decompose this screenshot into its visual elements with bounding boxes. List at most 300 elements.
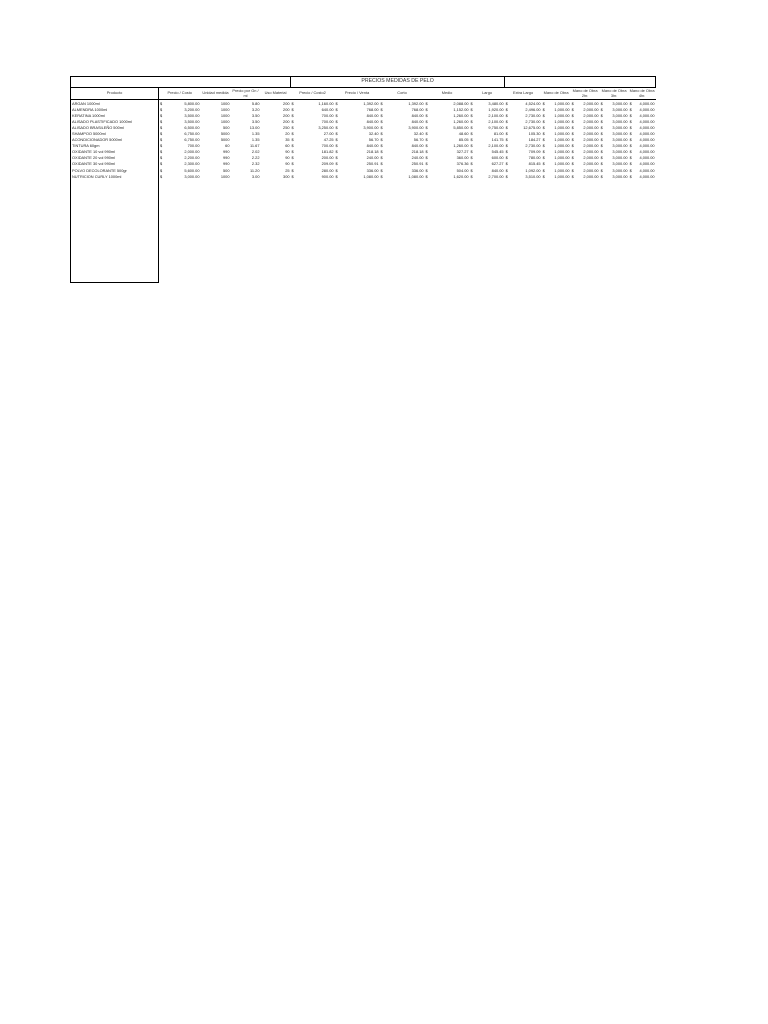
header-unidad-medida: Unidad medida: [201, 88, 231, 100]
currency-symbol: $: [542, 124, 545, 130]
cell-value: 768.00: [411, 106, 424, 112]
cell-value: 3,000.00: [612, 100, 628, 106]
title-left-cell: [71, 77, 291, 88]
cell-value: 6,750.00: [184, 130, 200, 136]
cell-value: 4,000.00: [639, 100, 655, 106]
cell-medio: [425, 100, 470, 107]
currency-symbol: $: [600, 149, 603, 155]
currency-symbol: $: [600, 173, 603, 179]
currency-symbol: $: [505, 149, 508, 155]
cell-uso-material: 60: [285, 143, 290, 149]
cell-value: 1,392.00: [363, 100, 379, 106]
cell-value: 780.00: [528, 155, 541, 161]
cell-value: 1,000.00: [554, 124, 570, 130]
currency-symbol: $: [470, 161, 473, 167]
cell-mano-obra-2: [571, 100, 600, 107]
currency-symbol: $: [600, 130, 603, 136]
currency-symbol: $: [571, 143, 574, 149]
currency-symbol: $: [425, 118, 428, 124]
cell-value: 12,675.00: [523, 124, 541, 130]
currency-symbol: $: [425, 124, 428, 130]
cell-producto: OXIDANTE 30 vol 990ml: [71, 161, 159, 167]
cell-value: 4,000.00: [639, 167, 655, 173]
cell-value: 1,000.00: [554, 100, 570, 106]
header-mano-obra-3: Mano de Obra 3hr.: [600, 88, 629, 100]
cell-value: 3,000.00: [612, 149, 628, 155]
currency-symbol: $: [380, 106, 383, 112]
cell-value: 2,200.00: [184, 155, 200, 161]
header-corto: Corto: [380, 88, 425, 100]
currency-symbol: $: [629, 118, 632, 124]
cell-value: 2,100.00: [488, 118, 504, 124]
cell-value: 9,750.00: [488, 124, 504, 130]
currency-symbol: $: [629, 149, 632, 155]
currency-symbol: $: [571, 106, 574, 112]
currency-symbol: $: [425, 106, 428, 112]
cell-value: 3,000.00: [612, 106, 628, 112]
header-precio-gr-ml: Precio por Gn / ml: [232, 88, 259, 98]
cell-unidad-medida: 990: [223, 149, 230, 155]
cell-unidad-medida: 5000: [220, 130, 230, 136]
cell-value: 1,000.00: [554, 161, 570, 167]
cell-value: 240.00: [366, 155, 379, 161]
cell-value: 4,000.00: [639, 118, 655, 124]
cell-value: 700.00: [321, 112, 334, 118]
cell-value: 2,100.00: [488, 112, 504, 118]
currency-symbol: $: [380, 161, 383, 167]
currency-symbol: $: [335, 118, 338, 124]
cell-value: 2,000.00: [583, 167, 599, 173]
currency-symbol: $: [291, 173, 294, 179]
cell-value: 250.91: [411, 161, 424, 167]
currency-symbol: $: [335, 130, 338, 136]
cell-value: 1,000.00: [554, 143, 570, 149]
currency-symbol: $: [335, 173, 338, 179]
currency-symbol: $: [160, 149, 163, 155]
cell-value: 1,000.00: [554, 130, 570, 136]
cell-value: 3,900.00: [408, 124, 424, 130]
cell-value: 1,000.00: [554, 167, 570, 173]
cell-producto: TINTURA 60gm: [71, 143, 159, 149]
cell-value: 1,152.00: [453, 106, 469, 112]
currency-symbol: $: [291, 124, 294, 130]
cell-value: 3,200.00: [184, 106, 200, 112]
cell-uso-material: 90: [285, 155, 290, 161]
currency-symbol: $: [291, 155, 294, 161]
cell-value: 4,000.00: [639, 124, 655, 130]
currency-symbol: $: [505, 137, 508, 143]
cell-value: 250.91: [366, 161, 379, 167]
cell-value: 4,000.00: [639, 137, 655, 143]
currency-symbol: $: [291, 106, 294, 112]
cell-value: 6,750.00: [184, 137, 200, 143]
cell-value: 4,000.00: [639, 106, 655, 112]
cell-corto: [380, 100, 425, 107]
currency-symbol: $: [335, 106, 338, 112]
currency-symbol: $: [425, 100, 428, 106]
currency-symbol: $: [505, 155, 508, 161]
cell-value: 3,000.00: [612, 130, 628, 136]
price-sheet: [70, 76, 655, 283]
currency-symbol: $: [335, 161, 338, 167]
cell-value: 27.00: [323, 130, 334, 136]
cell-value: 105.30: [528, 130, 541, 136]
cell-unidad-medida: 1000: [220, 100, 230, 106]
cell-value: 2,000.00: [583, 161, 599, 167]
currency-symbol: $: [600, 118, 603, 124]
cell-precio-costo2: [291, 100, 335, 107]
currency-symbol: $: [629, 161, 632, 167]
cell-value: 200.00: [321, 155, 334, 161]
currency-symbol: $: [571, 161, 574, 167]
empty-cell: [470, 179, 505, 283]
cell-value: 1,000.00: [554, 112, 570, 118]
cell-value: 3,510.00: [525, 173, 541, 179]
currency-symbol: $: [160, 124, 163, 130]
currency-symbol: $: [425, 161, 428, 167]
currency-symbol: $: [629, 112, 632, 118]
currency-symbol: $: [505, 106, 508, 112]
currency-symbol: $: [160, 130, 163, 136]
cell-value: 47.25: [323, 137, 334, 143]
cell-value: 1,092.00: [525, 167, 541, 173]
currency-symbol: $: [505, 167, 508, 173]
cell-mano-obra: [542, 100, 571, 107]
currency-symbol: $: [629, 155, 632, 161]
cell-value: 5,800.00: [184, 100, 200, 106]
currency-symbol: $: [505, 124, 508, 130]
cell-value: 218.18: [366, 149, 379, 155]
cell-value: 5,600.00: [184, 167, 200, 173]
cell-precio-gr-ml: 13.00: [249, 124, 260, 130]
currency-symbol: $: [470, 112, 473, 118]
cell-value: 4,000.00: [639, 112, 655, 118]
currency-symbol: $: [600, 161, 603, 167]
cell-value: 141.75: [491, 137, 504, 143]
currency-symbol: $: [425, 130, 428, 136]
cell-value: 840.00: [411, 118, 424, 124]
cell-producto: OXIDANTE 20 vol 990ml: [71, 155, 159, 161]
cell-value: 600.00: [491, 155, 504, 161]
cell-largo: [470, 100, 505, 107]
cell-precio-gr-ml: 1.35: [251, 137, 260, 143]
cell-uso-material: 200: [283, 118, 290, 124]
cell-value: 3,000.00: [184, 173, 200, 179]
cell-precio-gr-ml: 5.80: [251, 100, 260, 106]
cell-precio-costo: [159, 100, 201, 107]
cell-value: 3,480.00: [488, 100, 504, 106]
currency-symbol: $: [600, 100, 603, 106]
cell-value: 3,000.00: [612, 112, 628, 118]
currency-symbol: $: [600, 112, 603, 118]
cell-value: 1,260.00: [453, 118, 469, 124]
cell-value: 2,088.00: [453, 100, 469, 106]
cell-value: 2,730.00: [525, 143, 541, 149]
currency-symbol: $: [600, 124, 603, 130]
header-precio-costo2: Precio / Costo2: [291, 88, 335, 100]
cell-value: 709.09: [528, 149, 541, 155]
cell-value: 545.45: [491, 149, 504, 155]
currency-symbol: $: [571, 137, 574, 143]
cell-value: 768.00: [366, 106, 379, 112]
cell-value: 81.00: [493, 130, 504, 136]
cell-value: 840.00: [366, 143, 379, 149]
currency-symbol: $: [470, 118, 473, 124]
currency-symbol: $: [335, 149, 338, 155]
cell-value: 327.27: [456, 149, 469, 155]
cell-value: 240.00: [411, 155, 424, 161]
currency-symbol: $: [425, 155, 428, 161]
cell-value: 840.00: [411, 143, 424, 149]
cell-unidad-medida: 990: [223, 161, 230, 167]
empty-cell: [571, 179, 600, 283]
currency-symbol: $: [542, 130, 545, 136]
cell-unidad-medida: 1000: [220, 106, 230, 112]
cell-precio-gr-ml: 11.20: [250, 167, 260, 173]
currency-symbol: $: [380, 155, 383, 161]
cell-value: 4,000.00: [639, 161, 655, 167]
header-producto: Producto: [71, 88, 159, 100]
empty-cell: [629, 179, 656, 283]
currency-symbol: $: [160, 143, 163, 149]
cell-value: 56.70: [368, 137, 379, 143]
currency-symbol: $: [160, 137, 163, 143]
currency-symbol: $: [160, 173, 163, 179]
currency-symbol: $: [425, 167, 428, 173]
cell-precio-gr-ml: 3.50: [251, 118, 260, 124]
currency-symbol: $: [542, 167, 545, 173]
cell-uso-material: 90: [285, 161, 290, 167]
cell-value: 32.40: [368, 130, 379, 136]
currency-symbol: $: [542, 106, 545, 112]
currency-symbol: $: [600, 155, 603, 161]
currency-symbol: $: [425, 173, 428, 179]
cell-uso-material: 25: [285, 167, 290, 173]
cell-value: 209.09: [321, 161, 334, 167]
currency-symbol: $: [571, 167, 574, 173]
cell-value: 840.00: [366, 112, 379, 118]
currency-symbol: $: [629, 100, 632, 106]
cell-producto: ALMENDRA 1000ml: [71, 106, 159, 112]
currency-symbol: $: [425, 143, 428, 149]
cell-value: 840.00: [491, 167, 504, 173]
cell-value: 1,392.00: [408, 100, 424, 106]
cell-producto: ACONDICIONADOR 5000ml: [71, 137, 159, 143]
cell-value: 5,850.00: [453, 124, 469, 130]
cell-value: 3,000.00: [612, 155, 628, 161]
currency-symbol: $: [380, 173, 383, 179]
cell-value: 2,300.00: [184, 161, 200, 167]
cell-value: 4,000.00: [639, 130, 655, 136]
currency-symbol: $: [160, 167, 163, 173]
header-precio-costo: Precio / Costo: [159, 88, 201, 100]
cell-value: 1,000.00: [554, 173, 570, 179]
currency-symbol: $: [291, 130, 294, 136]
empty-product-area: [71, 179, 159, 283]
cell-producto: OXIDANTE 10 vol 990ml: [71, 149, 159, 155]
cell-value: 6,500.00: [184, 124, 200, 130]
price-table: [70, 76, 656, 283]
currency-symbol: $: [470, 100, 473, 106]
cell-value: 1,260.00: [453, 143, 469, 149]
currency-symbol: $: [542, 112, 545, 118]
cell-value: 4,000.00: [639, 173, 655, 179]
currency-symbol: $: [335, 124, 338, 130]
cell-mano-obra-4: [629, 100, 656, 107]
cell-value: 2,000.00: [583, 149, 599, 155]
currency-symbol: $: [600, 143, 603, 149]
cell-value: 3,500.00: [184, 118, 200, 124]
cell-value: 3,000.00: [612, 167, 628, 173]
cell-value: 1,920.00: [488, 106, 504, 112]
header-precio-venta: Precio / Venta: [335, 88, 380, 100]
cell-producto: SHAMPOO 5000ml: [71, 130, 159, 136]
currency-symbol: $: [505, 173, 508, 179]
header-mano-obra-2: Mano de Obra 2hr.: [571, 88, 600, 100]
empty-row: [71, 179, 656, 283]
cell-value: 1,000.00: [554, 155, 570, 161]
currency-symbol: $: [571, 118, 574, 124]
cell-value: 840.00: [411, 112, 424, 118]
cell-value: 2,730.00: [525, 118, 541, 124]
currency-symbol: $: [629, 167, 632, 173]
currency-symbol: $: [291, 100, 294, 106]
cell-value: 2,000.00: [583, 112, 599, 118]
currency-symbol: $: [470, 124, 473, 130]
cell-value: 2,000.00: [583, 106, 599, 112]
cell-value: 280.00: [321, 167, 334, 173]
cell-producto: ALISADO PLASTIFICADO 1000ml: [71, 118, 159, 124]
currency-symbol: $: [505, 130, 508, 136]
empty-cell: [261, 179, 291, 283]
currency-symbol: $: [600, 106, 603, 112]
cell-value: 3,000.00: [612, 137, 628, 143]
currency-symbol: $: [470, 137, 473, 143]
cell-value: 700.00: [321, 118, 334, 124]
cell-value: 1,080.00: [408, 173, 424, 179]
cell-value: 3,000.00: [612, 173, 628, 179]
cell-value: 700.00: [187, 143, 200, 149]
currency-symbol: $: [542, 100, 545, 106]
currency-symbol: $: [571, 124, 574, 130]
cell-value: 56.70: [413, 137, 424, 143]
cell-value: 2,000.00: [583, 155, 599, 161]
cell-precio-gr-ml: 2.22: [251, 155, 260, 161]
cell-uso-material: 250: [283, 124, 290, 130]
currency-symbol: $: [629, 173, 632, 179]
currency-symbol: $: [505, 161, 508, 167]
empty-cell: [600, 179, 629, 283]
currency-symbol: $: [629, 130, 632, 136]
header-largo: Largo: [470, 88, 505, 100]
currency-symbol: $: [160, 112, 163, 118]
cell-producto: ALISADO BRASILEÑO 500ml: [71, 124, 159, 130]
currency-symbol: $: [380, 124, 383, 130]
cell-value: 2,000.00: [583, 130, 599, 136]
header-uso-material: Uso Material: [261, 88, 291, 100]
currency-symbol: $: [571, 112, 574, 118]
cell-value: 2,000.00: [583, 143, 599, 149]
cell-value: 336.00: [411, 167, 424, 173]
currency-symbol: $: [470, 155, 473, 161]
cell-value: 2,000.00: [184, 149, 200, 155]
cell-value: 85.05: [458, 137, 469, 143]
cell-uso-material: 35: [285, 137, 290, 143]
cell-value: 1,160.00: [318, 100, 334, 106]
currency-symbol: $: [600, 137, 603, 143]
title-row: [71, 77, 656, 88]
currency-symbol: $: [542, 118, 545, 124]
currency-symbol: $: [629, 137, 632, 143]
cell-uso-material: 200: [283, 100, 290, 106]
currency-symbol: $: [542, 137, 545, 143]
currency-symbol: $: [505, 143, 508, 149]
currency-symbol: $: [380, 137, 383, 143]
currency-symbol: $: [380, 143, 383, 149]
cell-value: 504.00: [456, 167, 469, 173]
cell-value: 2,000.00: [583, 173, 599, 179]
currency-symbol: $: [291, 143, 294, 149]
cell-producto: NUTRICION CURLY 1000ml: [71, 173, 159, 179]
cell-value: 627.27: [491, 161, 504, 167]
cell-value: 376.36: [456, 161, 469, 167]
cell-uso-material: 200: [283, 112, 290, 118]
currency-symbol: $: [160, 161, 163, 167]
currency-symbol: $: [505, 112, 508, 118]
currency-symbol: $: [160, 118, 163, 124]
currency-symbol: $: [542, 155, 545, 161]
currency-symbol: $: [470, 149, 473, 155]
cell-unidad-medida: 500: [223, 124, 230, 130]
cell-value: 700.00: [321, 143, 334, 149]
currency-symbol: $: [542, 143, 545, 149]
currency-symbol: $: [335, 167, 338, 173]
cell-precio-gr-ml: 3.50: [251, 112, 260, 118]
cell-value: 218.18: [411, 149, 424, 155]
currency-symbol: $: [542, 161, 545, 167]
cell-value: 2,730.00: [525, 112, 541, 118]
cell-value: 2,700.00: [488, 173, 504, 179]
currency-symbol: $: [335, 112, 338, 118]
cell-value: 1,000.00: [554, 149, 570, 155]
currency-symbol: $: [380, 167, 383, 173]
currency-symbol: $: [291, 149, 294, 155]
currency-symbol: $: [160, 106, 163, 112]
currency-symbol: $: [505, 100, 508, 106]
cell-value: 2,496.00: [525, 106, 541, 112]
cell-uso-material: 20: [285, 130, 290, 136]
cell-unidad-medida: 1000: [220, 173, 230, 179]
cell-value: 360.00: [456, 155, 469, 161]
cell-value: 3,000.00: [612, 118, 628, 124]
cell-producto: KERATINA 1000ml: [71, 112, 159, 118]
cell-unidad-medida: 1000: [220, 112, 230, 118]
currency-symbol: $: [629, 124, 632, 130]
currency-symbol: $: [425, 149, 428, 155]
cell-uso-material: 90: [285, 149, 290, 155]
currency-symbol: $: [380, 130, 383, 136]
currency-symbol: $: [470, 106, 473, 112]
currency-symbol: $: [629, 106, 632, 112]
currency-symbol: $: [291, 161, 294, 167]
currency-symbol: $: [571, 100, 574, 106]
currency-symbol: $: [291, 137, 294, 143]
currency-symbol: $: [629, 143, 632, 149]
cell-value: 2,100.00: [488, 143, 504, 149]
currency-symbol: $: [425, 137, 428, 143]
currency-symbol: $: [335, 100, 338, 106]
cell-value: 3,000.00: [612, 161, 628, 167]
